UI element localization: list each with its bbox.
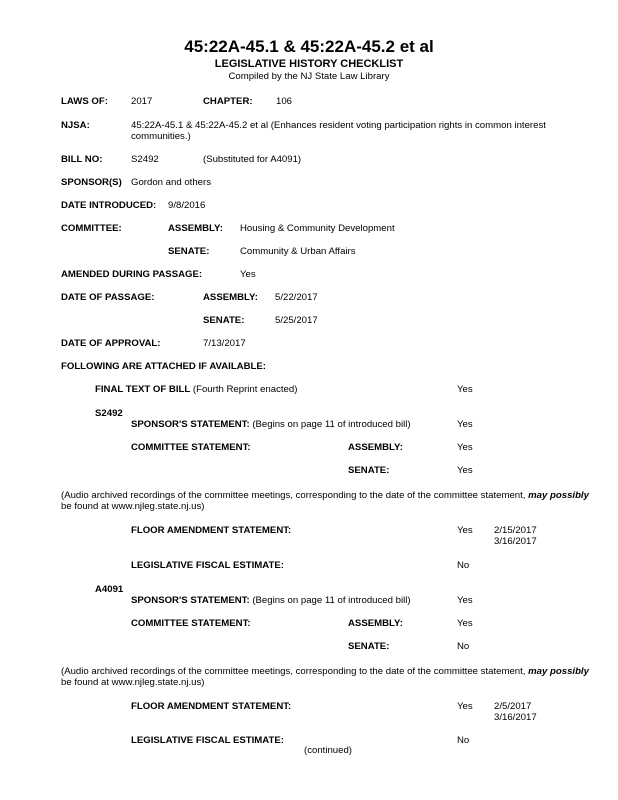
compiled-by: Compiled by the NJ State Law Library: [228, 71, 390, 82]
s2492-senate-label: SENATE:: [348, 465, 390, 476]
a4091-fiscal-value: No: [457, 735, 470, 746]
s2492-bill-label: S2492: [95, 408, 123, 419]
committee-senate-value: Community & Urban Affairs: [240, 246, 356, 257]
a4091-committee-label: COMMITTEE STATEMENT:: [131, 618, 251, 629]
a4091-audio-text: (Audio archived recordings of the committee meetings, corresponding to the date of the committee statement,: [61, 666, 529, 677]
chapter-label: CHAPTER:: [203, 96, 253, 107]
s2492-audio-text: (Audio archived recordings of the committee meetings, corresponding to the date of the committee statement,: [61, 490, 529, 501]
a4091-fiscal-label: LEGISLATIVE FISCAL ESTIMATE:: [131, 735, 284, 746]
s2492-fiscal-label: LEGISLATIVE FISCAL ESTIMATE:: [131, 560, 284, 571]
date-introduced-label: DATE INTRODUCED:: [61, 200, 157, 211]
date-of-approval-label: DATE OF APPROVAL:: [61, 338, 161, 349]
s2492-assembly-label: ASSEMBLY:: [348, 442, 403, 453]
bill-no-note: (Substituted for A4091): [203, 154, 302, 165]
date-of-passage-label: DATE OF PASSAGE:: [61, 292, 155, 303]
passage-senate-value: 5/25/2017: [275, 315, 318, 326]
final-text-row: [95, 384, 297, 395]
continued-note: (continued): [304, 745, 352, 756]
a4091-assembly-value: Yes: [457, 618, 473, 629]
a4091-floor-date1: 2/5/2017: [494, 701, 532, 712]
a4091-assembly-label: ASSEMBLY:: [348, 618, 403, 629]
final-text-value: Yes: [457, 384, 473, 395]
s2492-audio-note-line2: be found at www.njleg.state.nj.us): [61, 501, 205, 512]
s2492-floor-label: FLOOR AMENDMENT STATEMENT:: [131, 525, 292, 536]
s2492-floor-date2: 3/16/2017: [494, 536, 537, 547]
s2492-assembly-value: Yes: [457, 442, 473, 453]
final-text-label: FINAL TEXT OF BILL: [95, 384, 191, 395]
a4091-floor-label: FLOOR AMENDMENT STATEMENT:: [131, 701, 292, 712]
a4091-senate-value: No: [457, 641, 470, 652]
a4091-audio-note-line2: be found at www.njleg.state.nj.us): [61, 677, 205, 688]
date-of-approval-value: 7/13/2017: [203, 338, 246, 349]
s2492-fiscal-value: No: [457, 560, 470, 571]
amended-label: AMENDED DURING PASSAGE:: [61, 269, 203, 280]
a4091-bill-label: A4091: [95, 584, 124, 595]
a4091-floor-date2: 3/16/2017: [494, 712, 537, 723]
laws-of-label: LAWS OF:: [61, 96, 108, 107]
sponsors-label: SPONSOR(S): [61, 177, 122, 188]
amended-value: Yes: [240, 269, 256, 280]
njsa-line2: communities.): [131, 131, 191, 142]
document-title: 45:22A-45.1 & 45:22A-45.2 et al: [184, 37, 434, 56]
njsa-label: NJSA:: [61, 120, 90, 131]
s2492-committee-label: COMMITTEE STATEMENT:: [131, 442, 251, 453]
chapter-value: 106: [276, 96, 293, 107]
s2492-sponsor-label: SPONSOR'S STATEMENT:: [131, 419, 250, 430]
passage-senate-label: SENATE:: [203, 315, 245, 326]
s2492-sponsor-row: [131, 419, 411, 430]
date-introduced-value: 9/8/2016: [168, 200, 206, 211]
a4091-sponsor-row: [131, 595, 411, 606]
committee-label: COMMITTEE:: [61, 223, 122, 234]
passage-assembly-value: 5/22/2017: [275, 292, 318, 303]
a4091-audio-emphasis: may possibly: [528, 666, 589, 677]
njsa-line1: 45:22A-45.1 & 45:22A-45.2 et al (Enhances resident voting participation rights in common interest: [131, 120, 546, 131]
s2492-floor-value: Yes: [457, 525, 473, 536]
attached-heading: FOLLOWING ARE ATTACHED IF AVAILABLE:: [61, 361, 266, 372]
a4091-audio-note-line1: [61, 666, 589, 677]
passage-assembly-label: ASSEMBLY:: [203, 292, 258, 303]
a4091-sponsor-value: Yes: [457, 595, 473, 606]
final-text-note: (Fourth Reprint enacted): [192, 384, 298, 395]
a4091-floor-value: Yes: [457, 701, 473, 712]
s2492-floor-date1: 2/15/2017: [494, 525, 537, 536]
a4091-senate-label: SENATE:: [348, 641, 390, 652]
a4091-sponsor-label: SPONSOR'S STATEMENT:: [131, 595, 250, 606]
a4091-sponsor-note: (Begins on page 11 of introduced bill): [252, 595, 411, 606]
committee-assembly-label: ASSEMBLY:: [168, 223, 223, 234]
bill-no-value: S2492: [131, 154, 159, 165]
laws-of-value: 2017: [131, 96, 153, 107]
sponsors-value: Gordon and others: [131, 177, 212, 188]
s2492-audio-note-line1: [61, 490, 589, 501]
committee-assembly-value: Housing & Community Development: [240, 223, 395, 234]
s2492-sponsor-value: Yes: [457, 419, 473, 430]
s2492-senate-value: Yes: [457, 465, 473, 476]
bill-no-label: BILL NO:: [61, 154, 103, 165]
s2492-sponsor-note: (Begins on page 11 of introduced bill): [252, 419, 411, 430]
document-subtitle: LEGISLATIVE HISTORY CHECKLIST: [214, 58, 404, 70]
s2492-audio-emphasis: may possibly: [528, 490, 589, 501]
committee-senate-label: SENATE:: [168, 246, 210, 257]
